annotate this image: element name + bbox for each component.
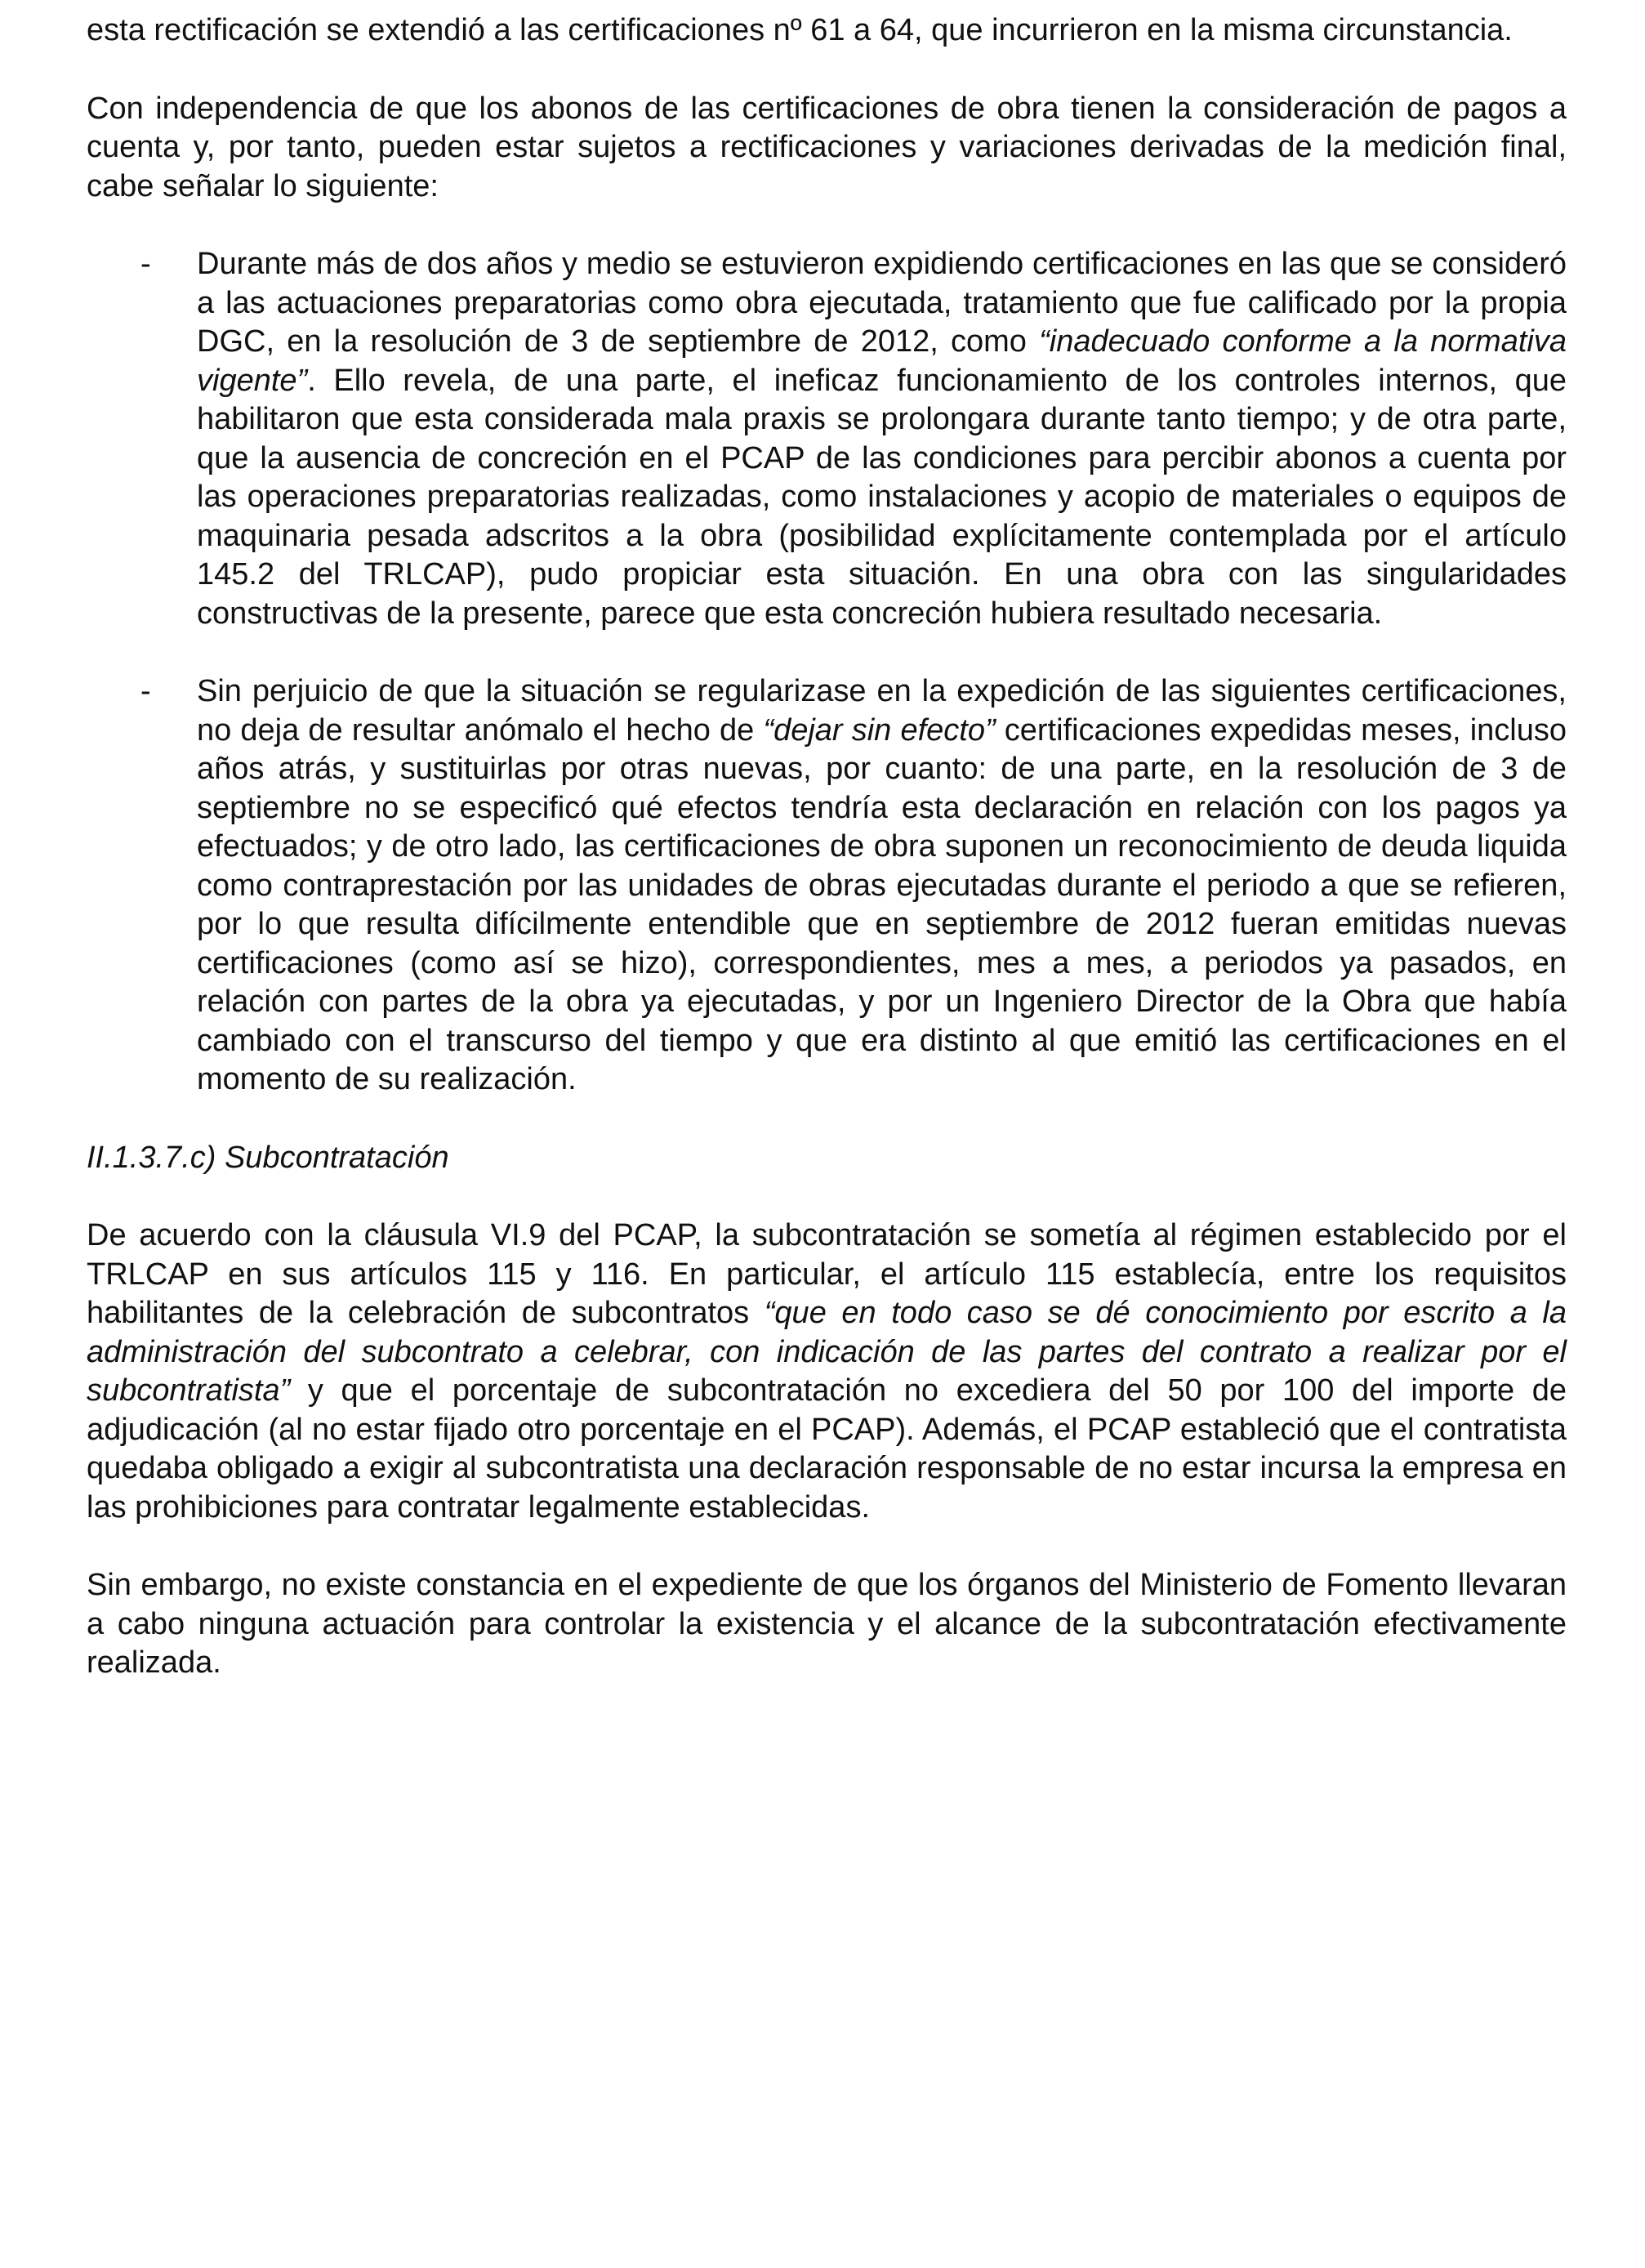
paragraph-text-start: De acuerdo con la cláusula VI.9 del PCAP, la subcontratación se sometía al régimen establecido por el TRLCAP en sus artículos 115 y 116. En particular, el artículo 115 establecía, entre los requisitos habilitantes de la celebración de subcontratos <box>87 1218 1567 1330</box>
list-item-text-start: Sin perjuicio de que la situación se regularizase en la expedición de las siguientes certificaciones, no deja de resultar anómalo el hecho de <box>197 674 1567 748</box>
observations-list <box>87 245 1567 1100</box>
quoted-text: “que en todo caso se dé conocimiento por escrito a la administración del subcontrato a celebrar, con indicación de las partes del contrato a realizar por el subcontratista” <box>87 1296 1567 1408</box>
list-item-text <box>197 674 1567 1096</box>
section-heading: II.1.3.7.c) Subcontratación <box>87 1140 449 1175</box>
document-page <box>87 11 1567 1722</box>
quoted-text: “inadecuado conforme a la normativa vigente” <box>197 324 1567 398</box>
list-item-text <box>197 247 1567 631</box>
list-item <box>87 245 1567 633</box>
paragraph-subcontracting <box>87 1217 1567 1527</box>
paragraph-continuation: esta rectificación se extendió a las certificaciones nº 61 a 64, que incurrieron en la misma circunstancia. <box>87 13 1513 47</box>
list-item-text-end: . Ello revela, de una parte, el ineficaz funcionamiento de los controles internos, que habilitaron que esta considerada mala praxis se prolongara durante tanto tiempo; y de otra parte, que la ausencia de concreción en el PCAP de las condiciones para percibir abonos a cuenta por las operaciones preparatorias realizadas, como instalaciones y acopio de materiales o equipos de maquinaria pesada adscritos a la obra (posibilidad explícitamente contemplada por el artículo 145.2 del TRLCAP), pudo propiciar esta situación. En una obra con las singularidades constructivas de la presente, parece que esta concreción hubiera resultado necesaria. <box>197 363 1567 631</box>
list-item-text-end: certificaciones expedidas meses, incluso años atrás, y sustituirlas por otras nuevas, por cuanto: de una parte, en la resolución de 3 de septiembre no se especificó qué efectos tendría esta declaración en relación con los pagos ya efectuados; y de otro lado, las certificaciones de obra suponen un reconocimiento de deuda liquida como contraprestación por las unidades de obras ejecutadas durante el periodo a que se refieren, por lo que resulta difícilmente entendible que en septiembre de 2012 fueran emitidas nuevas certificaciones (como así se hizo), correspondientes, mes a mes, a periodos ya pasados, en relación con partes de la obra ya ejecutadas, y por un Ingeniero Director de la Obra que había cambiado con el transcurso del tiempo y que era distinto al que emitió las certificaciones en el momento de su realización. <box>197 712 1567 1096</box>
paragraph-text-end: y que el porcentaje de subcontratación no excediera del 50 por 100 del importe de adjudicación (al no estar fijado otro porcentaje en el PCAP). Además, el PCAP estableció que el contratista quedaba obligado a exigir al subcontratista una declaración responsable de no estar incursa la empresa en las prohibiciones para contratar legalmente establecidas. <box>87 1373 1567 1525</box>
list-dash: - <box>140 247 151 281</box>
quoted-text: “dejar sin efecto” <box>763 712 996 748</box>
list-dash: - <box>140 674 151 708</box>
paragraph-intro: Con independencia de que los abonos de las certificaciones de obra tienen la consideración de pagos a cuenta y, por tanto, pueden estar sujetos a rectificaciones y variaciones derivadas de la medición final, cabe señalar lo siguiente: <box>87 91 1567 203</box>
paragraph-conclusion: Sin embargo, no existe constancia en el expediente de que los órganos del Ministerio de Fomento llevaran a cabo ninguna actuación para controlar la existencia y el alcance de la subcontratación efectivamente realizada. <box>87 1568 1567 1680</box>
list-item-text-start: Durante más de dos años y medio se estuvieron expidiendo certificaciones en las que se consideró a las actuaciones preparatorias como obra ejecutada, tratamiento que fue calificado por la propia DGC, en la resolución de 3 de septiembre de 2012, como <box>197 247 1567 359</box>
list-item <box>87 672 1567 1100</box>
